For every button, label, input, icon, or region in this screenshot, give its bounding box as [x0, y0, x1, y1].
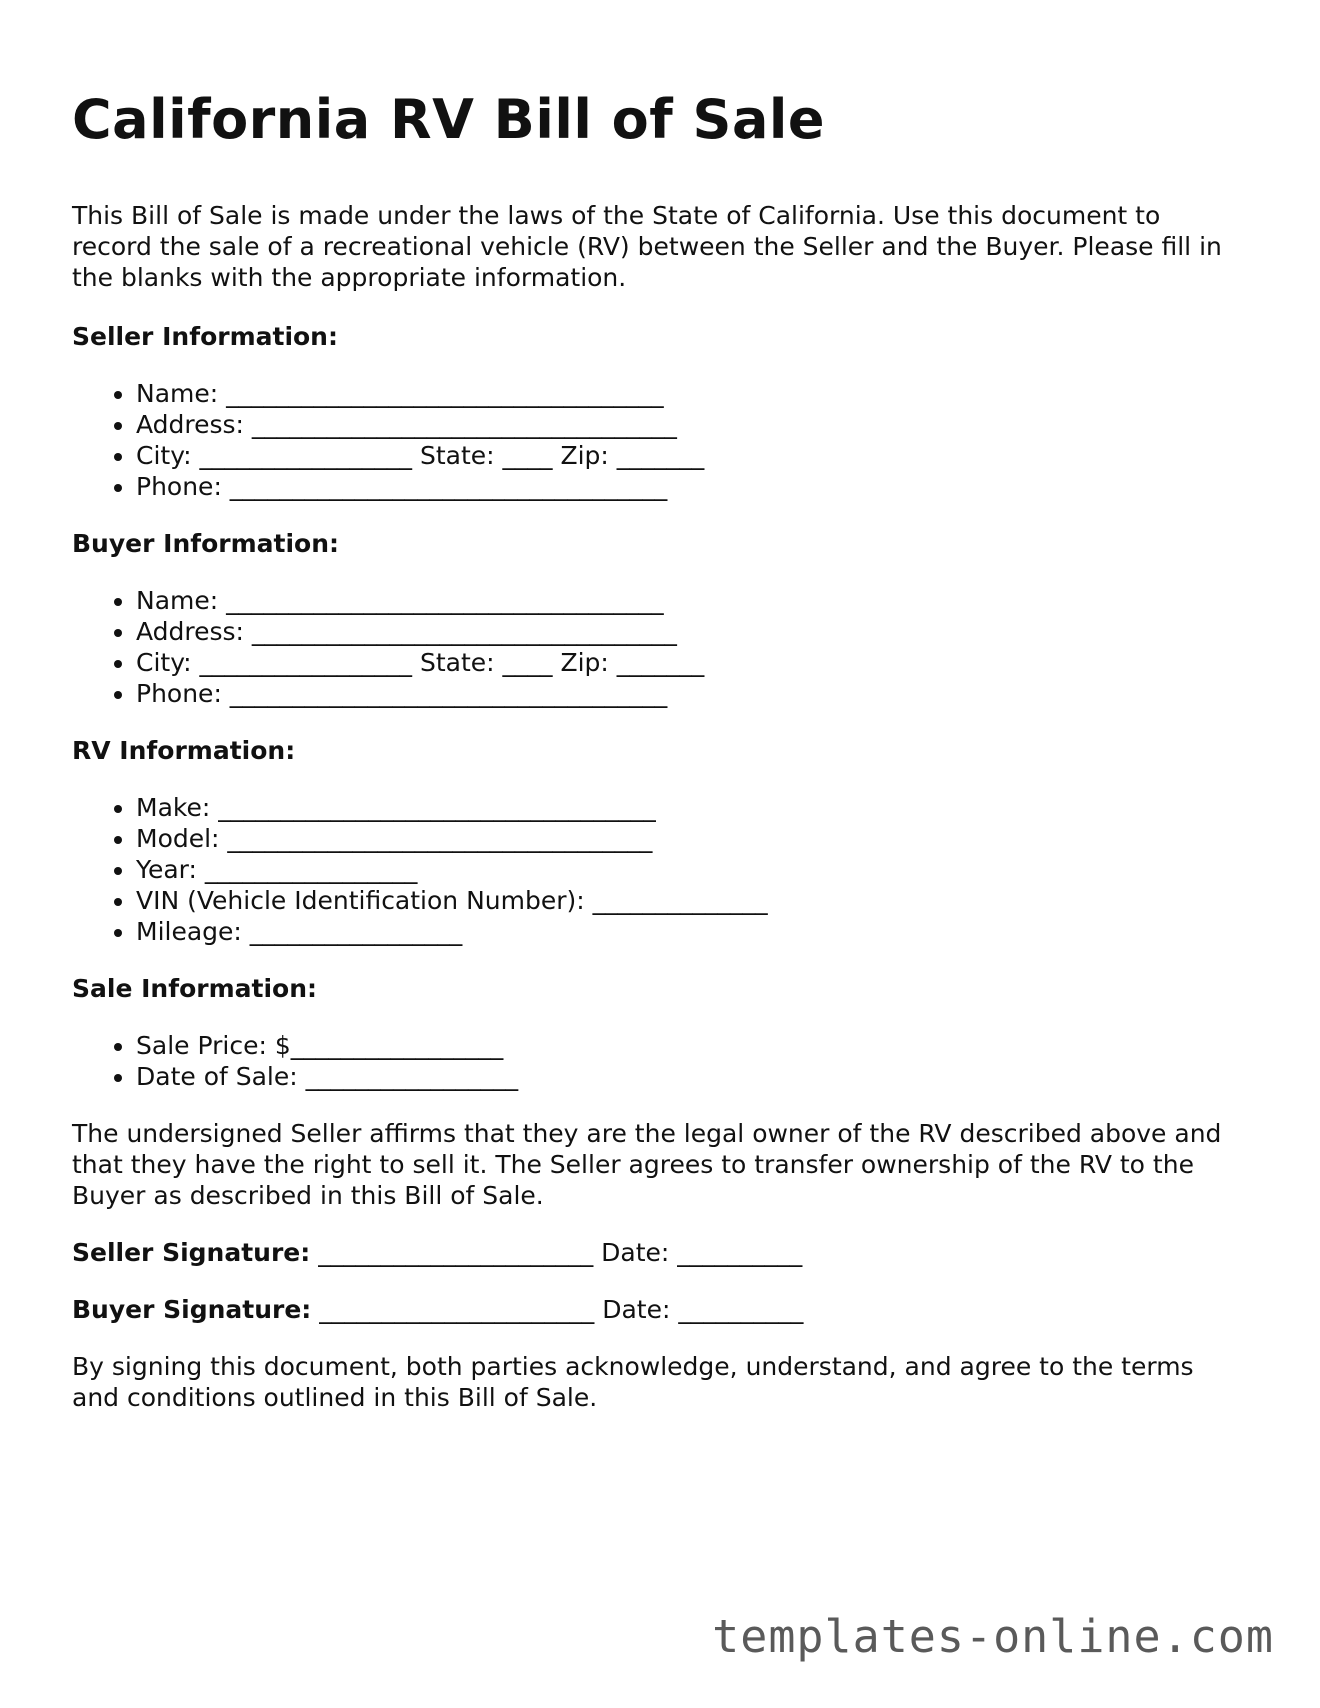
seller-section-heading: Seller Information:: [72, 322, 338, 351]
seller-signature-label: Seller Signature:: [72, 1238, 311, 1267]
seller-phone-field[interactable]: • Phone: ___________________________________: [136, 471, 1248, 502]
document-page: [72, 88, 1248, 1413]
sale-date-field[interactable]: • Date of Sale: _________________: [136, 1061, 1248, 1092]
affirmation-paragraph: The undersigned Seller affirms that they are the legal owner of the RV described above and that they have the right to sell it. The Seller agrees to transfer ownership of the RV to the Buyer as described in this Bill of Sale.: [72, 1119, 1222, 1210]
rv-vin-field[interactable]: • VIN (Vehicle Identification Number): ______________: [136, 885, 1248, 916]
rv-year-field[interactable]: • Year: _________________: [136, 854, 1248, 885]
buyer-city-state-zip-field[interactable]: • City: _________________ State: ____ Zip: _______: [136, 647, 1248, 678]
seller-signature-line[interactable]: [72, 1237, 1248, 1268]
buyer-fields-list: [72, 585, 1248, 709]
closing-paragraph: By signing this document, both parties acknowledge, understand, and agree to the terms and conditions outlined in this Bill of Sale.: [72, 1352, 1194, 1412]
intro-paragraph: This Bill of Sale is made under the laws of the State of California. Use this document to record the sale of a recreational vehicle (RV) between the Seller and the Buyer. Please fill in the blanks with the appropriate information.: [72, 201, 1222, 292]
sale-fields-list: [72, 1030, 1248, 1092]
buyer-signature-line[interactable]: [72, 1294, 1248, 1325]
seller-city-state-zip-field[interactable]: • City: _________________ State: ____ Zip: _______: [136, 440, 1248, 471]
buyer-section-heading: Buyer Information:: [72, 529, 340, 558]
rv-make-field[interactable]: • Make: ___________________________________: [136, 792, 1248, 823]
seller-fields-list: [72, 378, 1248, 502]
buyer-signature-label: Buyer Signature:: [72, 1295, 312, 1324]
rv-section-heading: RV Information:: [72, 736, 296, 765]
sale-section-heading: Sale Information:: [72, 974, 317, 1003]
rv-mileage-field[interactable]: • Mileage: _________________: [136, 916, 1248, 947]
page-title: California RV Bill of Sale: [72, 88, 826, 151]
watermark: templates-online.com: [712, 1610, 1274, 1663]
rv-model-field[interactable]: • Model: __________________________________: [136, 823, 1248, 854]
buyer-address-field[interactable]: • Address: __________________________________: [136, 616, 1248, 647]
buyer-name-field[interactable]: • Name: ___________________________________: [136, 585, 1248, 616]
rv-fields-list: [72, 792, 1248, 947]
buyer-signature-blank[interactable]: ______________________ Date: __________: [311, 1295, 804, 1324]
buyer-phone-field[interactable]: • Phone: ___________________________________: [136, 678, 1248, 709]
seller-address-field[interactable]: • Address: __________________________________: [136, 409, 1248, 440]
sale-price-field[interactable]: • Sale Price: $_________________: [136, 1030, 1248, 1061]
seller-signature-blank[interactable]: ______________________ Date: __________: [310, 1238, 803, 1267]
seller-name-field[interactable]: • Name: ___________________________________: [136, 378, 1248, 409]
